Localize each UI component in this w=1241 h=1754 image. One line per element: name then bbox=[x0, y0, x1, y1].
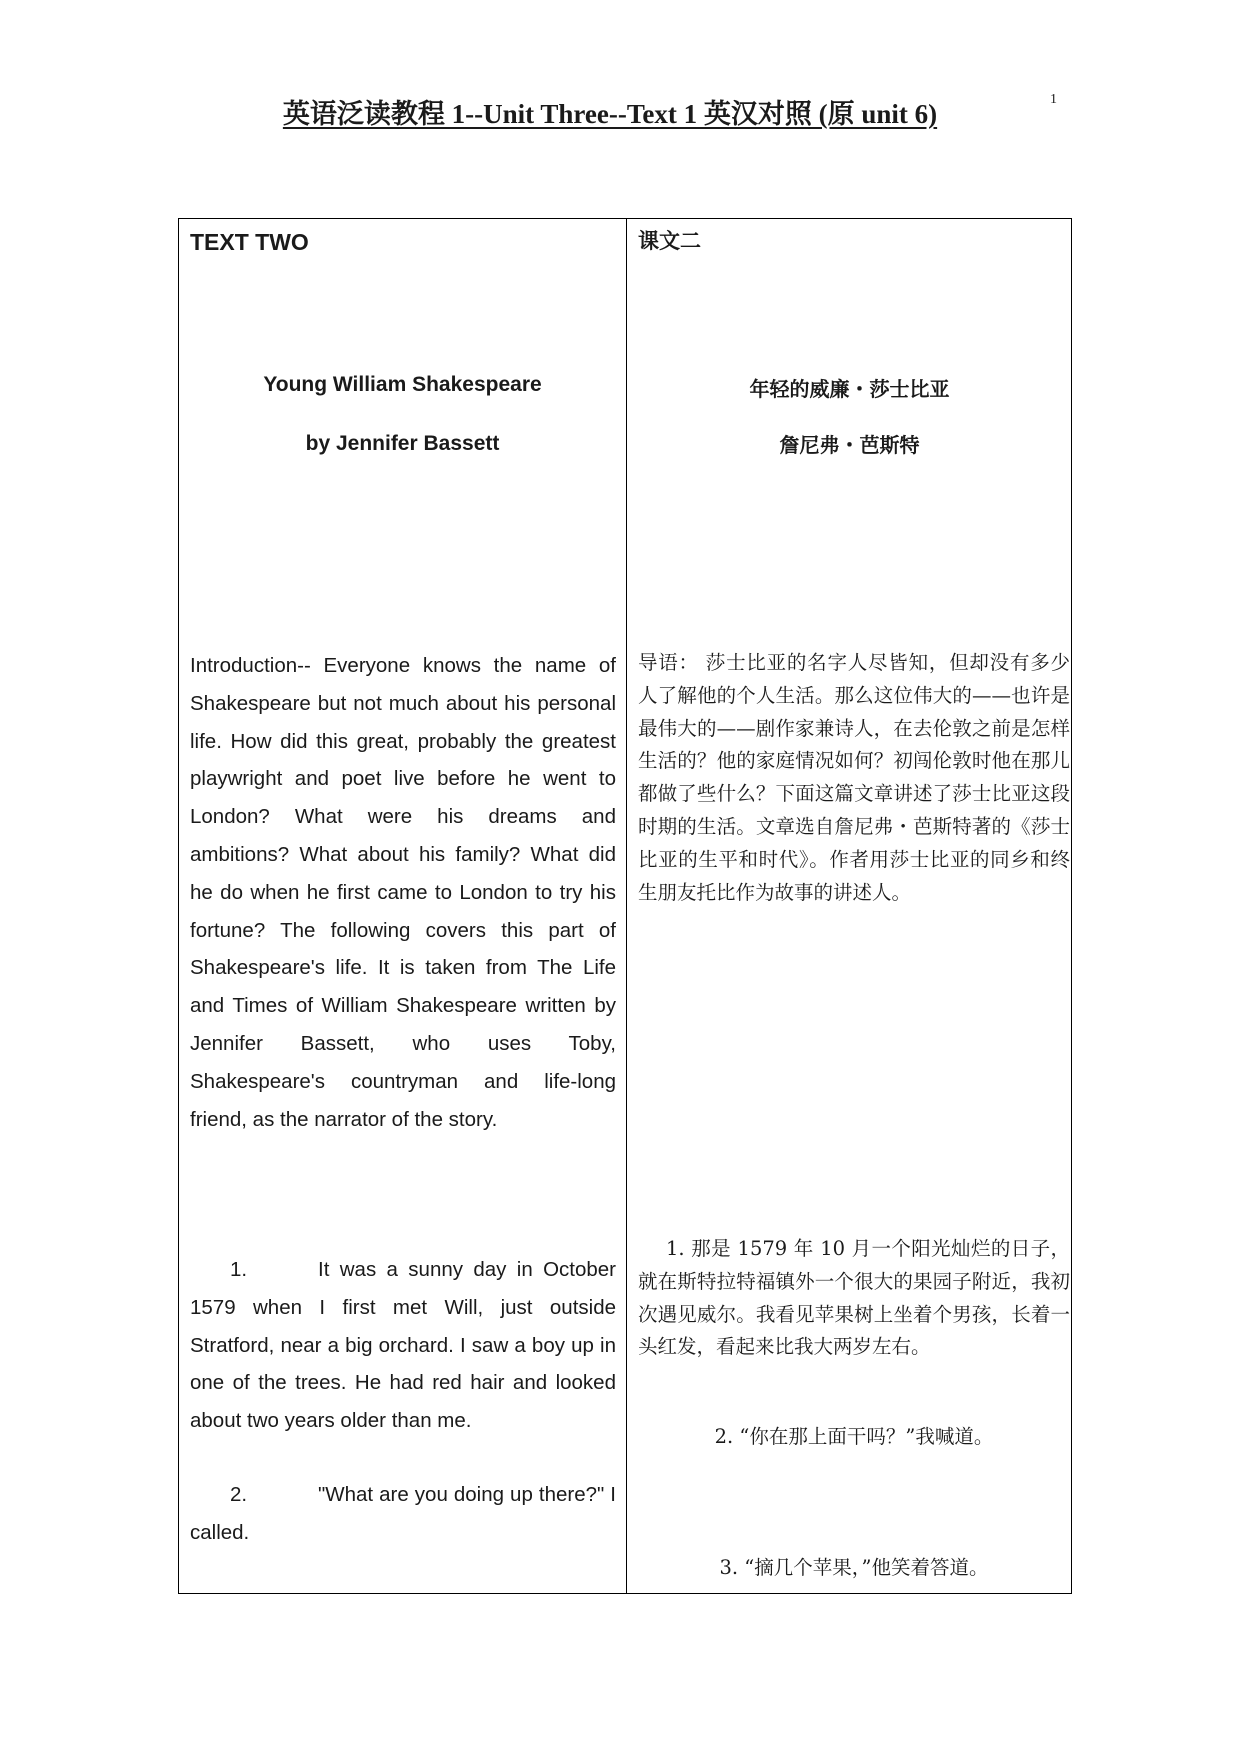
column-divider bbox=[626, 219, 627, 1593]
english-story-title: Young William Shakespeare bbox=[263, 373, 542, 396]
english-introduction: Introduction-- Everyone knows the name of Shakespeare but not much about his personal life. How did this great, probably the greatest playwright and poet live before he went to London? What were his dreams and ambitions? What about his family? What did he do when he first came to London to try his fortune? The following covers this part of Shakespeare's life. It is taken from The Life and Times of William Shakespeare written by Jennifer Bassett, who uses Toby, Shakespeare's countryman and life-long friend, as the narrator of the story. bbox=[190, 654, 616, 1131]
chinese-paragraph-2: 2. “你在那上面干吗？”我喊道。 bbox=[714, 1425, 994, 1448]
paragraph-text: "What are you doing up there?" I called. bbox=[190, 1483, 616, 1544]
chinese-introduction: 导语： 莎士比亚的名字人尽皆知，但却没有多少人了解他的个人生活。那么这位伟大的——也许是最伟大的——剧作家兼诗人，在去伦敦之前是怎样生活的？他的家庭情况如何？初闯伦敦时他在那儿都做了些什么？下面这篇文章讲述了莎士比亚这段时期的生活。文章选自詹尼弗・芭斯特著的《莎士比亚的生平和时代》。作者用莎士比亚的同乡和终生朋友托比作为故事的讲述人。 bbox=[638, 651, 1070, 904]
chinese-story-title: 年轻的威廉・莎士比亚 bbox=[749, 377, 950, 401]
chinese-author: 詹尼弗・芭斯特 bbox=[779, 433, 920, 457]
english-paragraph-1 bbox=[190, 1251, 616, 1440]
chinese-paragraph-1: 1. 那是 1579 年 10 月一个阳光灿烂的日子，就在斯特拉特福镇外一个很大的果园子附近，我初次遇见威尔。我看见苹果树上坐着个男孩，长着一头红发，看起来比我大两岁左右。 bbox=[638, 1237, 1070, 1359]
paragraph-number: 2. bbox=[230, 1483, 248, 1506]
english-heading: TEXT TWO bbox=[190, 229, 309, 255]
english-author: by Jennifer Bassett bbox=[305, 432, 500, 455]
chinese-heading: 课文二 bbox=[638, 229, 701, 253]
paragraph-text: It was a sunny day in October 1579 when I first met Will, just outside Stratford, near a big orchard. I saw a boy up in one of the trees. He had red hair and looked about two years older than me. bbox=[190, 1258, 616, 1433]
page-number: 1 bbox=[1050, 92, 1057, 107]
paragraph-number: 1. bbox=[230, 1258, 248, 1281]
chinese-paragraph-3: 3. “摘几个苹果，”他笑着答道。 bbox=[719, 1556, 989, 1579]
page-title: 英语泛读教程 1--Unit Three--Text 1 英汉对照 (原 unit 6) bbox=[282, 99, 938, 129]
bilingual-table bbox=[178, 218, 1072, 1594]
english-paragraph-2 bbox=[190, 1476, 616, 1552]
